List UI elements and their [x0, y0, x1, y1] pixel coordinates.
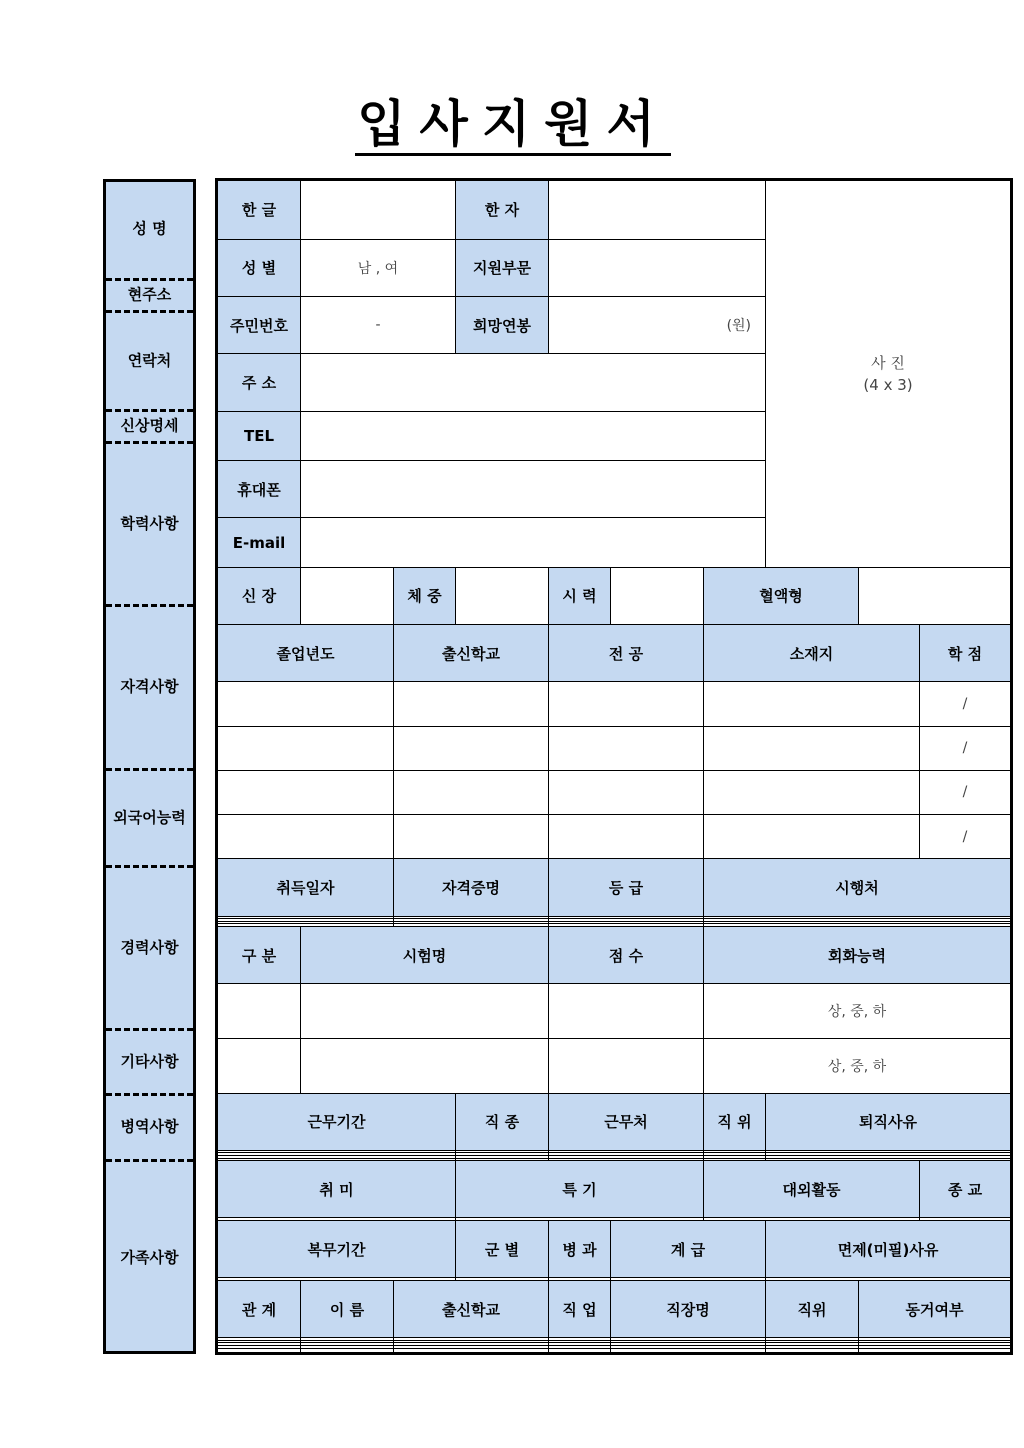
language-cell[interactable] — [217, 984, 301, 1039]
header-family-name: 이 름 — [301, 1280, 394, 1337]
tel-field[interactable] — [301, 411, 766, 460]
header-occupation: 직 업 — [549, 1280, 611, 1337]
label-mobile: 휴대폰 — [217, 461, 301, 518]
grade-cell[interactable]: / — [920, 682, 1012, 726]
mobile-field[interactable] — [301, 461, 766, 518]
other-header-row — [217, 1161, 1012, 1218]
header-test-name: 시험명 — [301, 927, 549, 984]
address-field[interactable] — [301, 354, 766, 411]
education-cell[interactable] — [217, 726, 394, 770]
header-religion: 종 교 — [920, 1161, 1012, 1218]
sidebar-separator — [106, 604, 193, 607]
row-physical — [217, 567, 1012, 624]
family-cell[interactable] — [301, 1348, 394, 1353]
education-cell[interactable] — [549, 726, 704, 770]
label-email: E-mail — [217, 518, 301, 567]
salary-field[interactable]: (원) — [549, 297, 766, 354]
label-blood-type: 혈액형 — [704, 567, 859, 624]
sidebar-separator — [106, 278, 193, 281]
header-job-type: 직 종 — [456, 1093, 549, 1150]
education-row — [217, 726, 1012, 770]
department-field[interactable] — [549, 239, 766, 296]
family-cell[interactable] — [611, 1348, 766, 1353]
military-header-row — [217, 1221, 1012, 1278]
language-header-row — [217, 927, 1012, 984]
height-field[interactable] — [301, 567, 394, 624]
sidebar-separator — [106, 1159, 193, 1162]
certificate-header-row — [217, 859, 1012, 916]
document-title: 입사지원서 — [355, 92, 671, 156]
weight-field[interactable] — [456, 567, 549, 624]
label-hanja-name: 한 자 — [456, 180, 549, 240]
row-hangul-name — [217, 180, 1012, 240]
sidebar-label-address: 현주소 — [127, 285, 172, 304]
grade-cell[interactable]: / — [920, 815, 1012, 859]
education-cell[interactable] — [549, 682, 704, 726]
header-school: 출신학교 — [394, 625, 549, 682]
sidebar-separator — [106, 409, 193, 412]
header-rank: 계 급 — [611, 1221, 766, 1278]
header-activities: 대외활동 — [704, 1161, 920, 1218]
language-cell[interactable] — [301, 1038, 549, 1093]
label-gender: 성 별 — [217, 239, 301, 296]
header-position: 직 위 — [704, 1093, 766, 1150]
label-weight: 체 중 — [394, 567, 456, 624]
language-row — [217, 984, 1012, 1039]
photo-area[interactable] — [766, 180, 1012, 568]
label-vision: 시 력 — [549, 567, 611, 624]
language-cell[interactable] — [549, 1038, 704, 1093]
education-row — [217, 815, 1012, 859]
header-exemption-reason: 면제(미필)사유 — [766, 1221, 1012, 1278]
sidebar-separator — [106, 768, 193, 771]
education-cell[interactable] — [549, 770, 704, 814]
gender-field[interactable]: 남 , 여 — [301, 239, 456, 296]
header-hobby: 취 미 — [217, 1161, 456, 1218]
education-cell[interactable] — [394, 770, 549, 814]
sidebar-label-name: 성 명 — [132, 219, 167, 238]
family-row — [217, 1348, 1012, 1353]
grade-cell[interactable]: / — [920, 726, 1012, 770]
application-form-table — [215, 178, 1013, 1355]
header-major: 전 공 — [549, 625, 704, 682]
education-cell[interactable] — [394, 815, 549, 859]
header-score: 점 수 — [549, 927, 704, 984]
label-address: 주 소 — [217, 354, 301, 411]
family-cell[interactable] — [859, 1348, 1012, 1353]
education-cell[interactable] — [704, 726, 920, 770]
header-service-period: 복무기간 — [217, 1221, 456, 1278]
header-category: 구 분 — [217, 927, 301, 984]
education-cell[interactable] — [704, 815, 920, 859]
vision-field[interactable] — [611, 567, 704, 624]
education-header-row — [217, 625, 1012, 682]
section-sidebar — [103, 179, 196, 1354]
education-cell[interactable] — [394, 682, 549, 726]
family-header-row — [217, 1280, 1012, 1337]
sidebar-label-family: 가족사항 — [120, 1248, 179, 1267]
sidebar-label-language: 외국어능력 — [113, 808, 186, 827]
family-cell[interactable] — [766, 1348, 859, 1353]
header-conversation: 회화능력 — [704, 927, 1012, 984]
education-row — [217, 682, 1012, 726]
education-row — [217, 770, 1012, 814]
sidebar-separator — [106, 441, 193, 444]
education-cell[interactable] — [217, 815, 394, 859]
label-department: 지원부문 — [456, 239, 549, 296]
sidebar-separator — [106, 865, 193, 868]
education-cell[interactable] — [394, 726, 549, 770]
header-location: 소재지 — [704, 625, 920, 682]
header-branch: 군 별 — [456, 1221, 549, 1278]
photo-size-label: (4 x 3) — [863, 375, 913, 394]
education-cell[interactable] — [217, 682, 394, 726]
header-work-period: 근무기간 — [217, 1093, 456, 1150]
language-cell[interactable] — [549, 984, 704, 1039]
header-specialty: 병 과 — [549, 1221, 611, 1278]
resident-number-field[interactable]: - — [301, 297, 456, 354]
sidebar-label-education: 학력사항 — [120, 514, 179, 533]
family-cell[interactable] — [394, 1348, 549, 1353]
sidebar-label-other: 기타사항 — [120, 1052, 179, 1071]
hangul-name-field[interactable] — [301, 180, 456, 240]
email-field[interactable] — [301, 518, 766, 567]
header-workplace: 근무처 — [549, 1093, 704, 1150]
header-company: 직장명 — [611, 1280, 766, 1337]
label-tel: TEL — [217, 411, 301, 460]
language-row — [217, 1038, 1012, 1093]
header-certificate-name: 자격증명 — [394, 859, 549, 916]
sidebar-label-military: 병역사항 — [120, 1117, 179, 1136]
header-leave-reason: 퇴직사유 — [766, 1093, 1012, 1150]
education-cell[interactable] — [704, 682, 920, 726]
sidebar-separator — [106, 1093, 193, 1096]
header-issuer: 시행처 — [704, 859, 1012, 916]
label-height: 신 장 — [217, 567, 301, 624]
photo-label: 사 진 — [871, 353, 905, 372]
hanja-name-field[interactable] — [549, 180, 766, 240]
career-header-row — [217, 1093, 1012, 1150]
header-relation: 관 계 — [217, 1280, 301, 1337]
sidebar-separator — [106, 310, 193, 313]
sidebar-separator — [106, 1028, 193, 1031]
label-hangul-name: 한 글 — [217, 180, 301, 240]
sidebar-label-physical: 신상명세 — [120, 416, 179, 435]
education-cell[interactable] — [704, 770, 920, 814]
sidebar-label-contact: 연락처 — [127, 351, 172, 370]
header-certificate-grade: 등 급 — [549, 859, 704, 916]
sidebar-label-career: 경력사항 — [120, 938, 179, 957]
label-resident-number: 주민번호 — [217, 297, 301, 354]
conversation-level-cell[interactable]: 상, 중, 하 — [704, 1038, 1012, 1093]
language-cell[interactable] — [217, 1038, 301, 1093]
family-cell[interactable] — [217, 1348, 301, 1353]
education-cell[interactable] — [549, 815, 704, 859]
grade-cell[interactable]: / — [920, 770, 1012, 814]
conversation-level-cell[interactable]: 상, 중, 하 — [704, 984, 1012, 1039]
family-cell[interactable] — [549, 1348, 611, 1353]
header-family-position: 직위 — [766, 1280, 859, 1337]
sidebar-label-certificates: 자격사항 — [120, 677, 179, 696]
header-acquired-date: 취득일자 — [217, 859, 394, 916]
header-skill: 특 기 — [456, 1161, 704, 1218]
label-salary: 희망연봉 — [456, 297, 549, 354]
header-graduation-year: 졸업년도 — [217, 625, 394, 682]
header-grade: 학 점 — [920, 625, 1012, 682]
header-cohabitation: 동거여부 — [859, 1280, 1012, 1337]
education-cell[interactable] — [217, 770, 394, 814]
blood-type-field[interactable] — [859, 567, 1012, 624]
language-cell[interactable] — [301, 984, 549, 1039]
header-family-school: 출신학교 — [394, 1280, 549, 1337]
